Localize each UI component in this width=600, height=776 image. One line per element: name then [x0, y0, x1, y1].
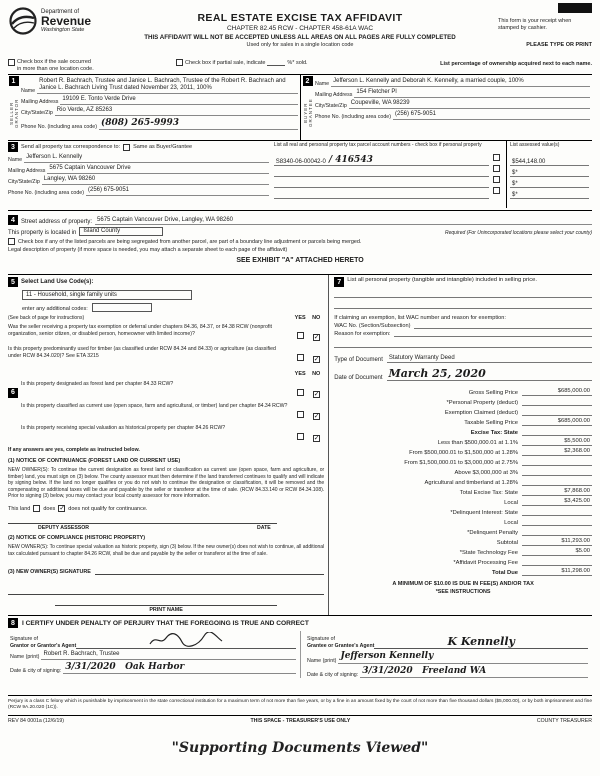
yes-header: YES [294, 315, 306, 322]
form-number: REV 84 0001a (12/6/19) [8, 717, 64, 724]
seller-section [8, 75, 300, 140]
buyer-name-field[interactable]: Jefferson L. Kennelly and Deborah K. Kennelly, a married couple, 100% [331, 78, 590, 87]
tax-label: From $1,500,000.01 to $3,000,000 at 2.75% [404, 460, 518, 467]
yes-header-2: YES [294, 371, 306, 378]
located-in-label: This property is located in [8, 230, 77, 237]
top-options [8, 56, 592, 75]
does-not-qualify-checkbox[interactable]: ✓ [59, 505, 66, 513]
no-header: NO [312, 315, 321, 322]
tax-label: Above $3,000,000 at 3% [454, 470, 518, 477]
legal-description-label: Legal description of property (if more space is needed, you may attach a separate sheet to each page of the affidavit) [8, 247, 288, 254]
same-as-buyer-checkbox[interactable] [123, 144, 130, 151]
gross-selling-price-field[interactable]: $685,000.00 [522, 388, 592, 396]
agricultural-tax-field[interactable] [522, 484, 592, 486]
treasurer-space-label: THIS SPACE - TREASURER'S USE ONLY [250, 717, 351, 724]
notice-compliance-body: NEW OWNER(S): To continue special valuation as historic property, sign (3) below. If the new owner(s) does not wish to continue, all additional tax calculated pursuant to chapter 84.26 RCW, shall be due and payable by the seller or transferor at the time of sale. [8, 544, 325, 557]
total-excise-state-field[interactable]: $7,868.00 [522, 488, 592, 496]
seller-address-field[interactable]: 19109 E. Tonto Verde Drive [60, 96, 298, 105]
date-of-document-field[interactable]: March 25, 2020 [387, 367, 592, 381]
perjury-note: Perjury is a class C felony which is punishable by imprisonment in the state correctional institution for a maximum term of not more than five years, or by a fine in an amount fixed by the court of not more than five thousand dollars ($5,000.00), or by both imprisonment and fine (RCW 9A.20.020 (1C)). [8, 699, 592, 711]
grantee-date-field[interactable] [360, 666, 588, 678]
section-number-6: 6 [8, 388, 18, 398]
forest-yes-checkbox[interactable] [297, 389, 304, 396]
deputy-assessor-signature-line[interactable] [8, 512, 277, 524]
personal-property-line-2[interactable] [334, 298, 592, 309]
wac-number-label: WAC No. (Section/Subsection) [334, 323, 411, 330]
supporting-documents-stamp: "Supporting Documents Viewed" [171, 739, 429, 756]
new-owner-signature-line-1[interactable] [95, 565, 324, 575]
header [8, 4, 592, 56]
county-treasurer-label: COUNTY TREASURER [536, 717, 592, 724]
multi-location-label [17, 59, 94, 72]
single-location-note: Used only for sales in a single location code [246, 42, 354, 48]
tax-label: Total Excise Tax: State [459, 490, 518, 497]
assessed-value-field-2[interactable]: $* [510, 166, 589, 177]
revenue-logo-icon [8, 6, 38, 36]
parcel-number-1-handwritten: / 416543 [328, 155, 373, 166]
corr-citystatezip-field[interactable]: Langley, WA 98260 [42, 176, 269, 185]
grantee-signature-block [300, 631, 592, 678]
grantee-sig-label-line1: Signature of [307, 636, 335, 643]
dept-line2: Revenue [41, 13, 92, 28]
county-select[interactable]: Island County [79, 227, 163, 236]
section-number-5: 5 [8, 277, 18, 287]
type-of-document-field[interactable]: Statutory Warranty Deed [387, 355, 592, 363]
grantee-date-label: Date & city of signing: [307, 671, 359, 678]
tax-label: Agricultural and timberland at 1.28% [424, 480, 518, 487]
dept-line3: Washington State [41, 26, 85, 33]
state-technology-fee-field[interactable]: $5.00 [522, 548, 592, 556]
grantor-sig-label-line2: Grantor or Grantor's Agent [10, 642, 77, 649]
correspondence-section [8, 141, 592, 211]
seller-side-label: SELLER GRANTOR [8, 98, 19, 128]
buyer-side-label: BUYER GRANTEE [302, 98, 313, 128]
buyer-name-label: Name [315, 81, 330, 88]
print-name-label: PRINT NAME [55, 605, 276, 613]
parcel-number-field-2[interactable] [274, 176, 489, 177]
tax-label: *Personal Property (deduct) [446, 400, 518, 407]
does-label: does [43, 505, 56, 512]
tax-label: Gross Selling Price [468, 390, 518, 397]
land-use-label: Select Land Use Code(s): [21, 279, 94, 286]
chapter-line: CHAPTER 82.45 RCW - CHAPTER 458-61A WAC [226, 25, 374, 32]
section-number-8: 8 [8, 618, 18, 628]
reason-exemption-field[interactable] [394, 335, 592, 337]
tier3-tax-field[interactable] [522, 464, 592, 466]
current-use-yes-checkbox[interactable] [297, 411, 304, 418]
delinquent-penalty-field[interactable] [522, 534, 592, 536]
personal-property-checkbox-4[interactable] [493, 187, 500, 194]
tax-label: Local [504, 520, 518, 527]
subtotal-field[interactable]: $11,293.00 [522, 538, 592, 546]
timber-question: Is this property predominantly used for timber (as classified under RCW 84.34 and 84.33) or agriculture (as classified under RCW 84.34.020)? See ETA 3215 [8, 346, 276, 359]
tier1-tax-field[interactable]: $5,500.00 [522, 438, 592, 446]
parcel-number-field-4[interactable] [274, 198, 489, 199]
dept-name [41, 9, 91, 34]
forest-land-question: Is this property designated as forest land per chapter 84.33 RCW? [21, 381, 174, 388]
personal-property-header: List all personal property (tangible and intangible) included in selling price. [347, 277, 537, 284]
partial-sale-checkbox[interactable] [176, 59, 183, 66]
main-columns [8, 275, 592, 616]
delinquent-interest-local-field[interactable] [522, 524, 592, 526]
section-number-2: 2 [303, 76, 313, 86]
timber-yes-checkbox[interactable] [297, 354, 304, 361]
buyer-section [300, 75, 592, 140]
type-of-document-label: Type of Document [334, 357, 383, 364]
tax-label: Excise Tax: State [470, 430, 518, 437]
additional-codes-field[interactable] [92, 303, 152, 312]
parcel-row [274, 177, 503, 188]
does-not-label: does not qualify for continuance. [68, 505, 148, 512]
deputy-assessor-label: DEPUTY ASSESSOR [38, 525, 90, 532]
form-title: REAL ESTATE EXCISE TAX AFFIDAVIT [197, 12, 403, 24]
grantor-signature-field[interactable] [76, 631, 296, 649]
grantee-signature-value: K Kennelly [447, 635, 515, 649]
parcel-row [274, 166, 503, 177]
tax-label: Less than $500,000.01 at 1.1% [437, 440, 518, 447]
excise-tax-state-field[interactable] [522, 434, 592, 436]
buyer-citystatezip-label: City/State/Zip [315, 102, 347, 109]
tax-label: Total Due [492, 570, 518, 577]
certification-header: I CERTIFY UNDER PENALTY OF PERJURY THAT THE FOREGOING IS TRUE AND CORRECT [22, 619, 309, 627]
grantee-sig-label-line2: Grantee or Grantee's Agent [307, 642, 375, 649]
buyer-address-label: Mailing Address [315, 91, 353, 98]
no-header-2: NO [312, 371, 321, 378]
section-number-3: 3 [8, 142, 18, 152]
tax-label: *Delinquent Penalty [467, 530, 518, 537]
corr-phone-field[interactable]: (256) 675-9051 [86, 187, 269, 196]
exemption-claimed-field[interactable] [522, 414, 592, 416]
send-correspondence-label: Send all property tax correspondence to: [21, 144, 121, 151]
tax-label: From $500,000.01 to $1,500,000 at 1.28% [409, 450, 518, 457]
historic-no-checkbox[interactable]: ✓ [313, 435, 320, 443]
minimum-due-note: A MINIMUM OF $10.00 IS DUE IN FEE(S) AND/OR TAX [392, 581, 534, 588]
reason-exemption-label: Reason for exemption: [334, 331, 391, 338]
additional-codes-label: enter any additional codes: [22, 306, 88, 313]
segregated-checkbox[interactable] [8, 238, 15, 245]
current-use-question: Is this property classified as current use (open space, farm and agricultural, or timber) land per chapter 84.34 RCW? [21, 403, 288, 410]
corr-phone-label: Phone No. (including area code) [8, 189, 84, 196]
assessed-value-field-4[interactable]: $* [510, 188, 589, 199]
exemption-no-checkbox[interactable]: ✓ [313, 334, 320, 342]
grantee-signature-label [307, 636, 374, 649]
warning-line: THIS AFFIDAVIT WILL NOT BE ACCEPTED UNLESS ALL AREAS ON ALL PAGES ARE FULLY COMPLETED [144, 34, 456, 41]
tax-label: *Delinquent Interest: State [450, 510, 518, 517]
current-use-no-checkbox[interactable]: ✓ [313, 413, 320, 421]
tax-label: Exemption Claimed (deduct) [444, 410, 518, 417]
seller-name-field[interactable]: Robert R. Bachrach, Trustee and Janice L. Bachrach, Trustee of the Robert R. Bachrach and Janice L. Bachrach Living Trust dated November 23, 2011, 100% [37, 78, 298, 94]
grantor-date-value: 3/31/2020 [65, 662, 116, 673]
forest-no-checkbox[interactable]: ✓ [313, 391, 320, 399]
grantor-name-label: Name (print) [10, 654, 40, 661]
dept-line1: Department of [41, 8, 80, 15]
parcel-number-field-3[interactable] [274, 187, 489, 188]
buyer-phone-field[interactable]: (256) 675-9051 [393, 111, 590, 120]
parcel-row [274, 155, 503, 166]
multi-location-label-line2: in more than one location code. [17, 65, 94, 72]
buyer-phone-label: Phone No. (including area code) [315, 113, 391, 120]
segregated-label: Check box if any of the listed parcels are being segregated from another parcel, are part of a boundary line adjustment or parcels being merged. [18, 239, 362, 246]
grantee-name-field[interactable]: Jefferson Kennelly [338, 651, 588, 663]
wac-number-field[interactable] [414, 327, 592, 329]
partial-sale-label-pre: Check box if partial sale, indicate [185, 60, 266, 66]
parcel-number-1: S8340-06-00042-0 [275, 159, 326, 166]
total-due-field[interactable]: $11,298.00 [522, 568, 592, 576]
tax-label: *Affidavit Processing Fee [453, 560, 518, 567]
street-address-label: Street address of property: [21, 219, 93, 226]
multi-location-label-line1: Check box if the sale occurred [17, 59, 91, 65]
footer-row [8, 715, 592, 724]
tax-label: Taxable Selling Price [464, 420, 518, 427]
assessed-values-header: List assessed value(s) [510, 142, 560, 149]
seller-citystatezip-label: City/State/Zip [21, 109, 53, 116]
grantee-name-label: Name (print) [307, 657, 337, 664]
parties-section [8, 75, 592, 141]
section-number-1: 1 [9, 76, 19, 86]
notice-continuance-title: (1) NOTICE OF CONTINUANCE (FOREST LAND OR CURRENT USE) [8, 458, 181, 465]
historic-yes-checkbox[interactable] [297, 433, 304, 440]
same-as-buyer-label: Same as Buyer/Grantee [133, 144, 193, 151]
date-of-document-label: Date of Document [334, 375, 383, 382]
personal-property-line-1[interactable] [334, 287, 592, 298]
does-qualify-checkbox[interactable] [33, 505, 40, 512]
seller-phone-label: Phone No. (including area code) [21, 124, 97, 131]
county-required-note: Required (For Unincorporated locations please select your county) [444, 230, 592, 237]
tier4-tax-field[interactable] [522, 474, 592, 476]
affidavit-processing-fee-field[interactable] [522, 564, 592, 566]
section-number-7: 7 [334, 277, 344, 287]
personal-property-deduct-field[interactable] [522, 404, 592, 406]
seller-phone-field[interactable]: (808) 265-9993 [99, 118, 298, 130]
exemption-question: Was the seller receiving a property tax exemption or deferral under chapters 84.36, 84.37, or 84.38 RCW (nonprofit organization, senior citizen, or disabled person, homeowner with limited income)? [8, 324, 272, 337]
parcel-number-field-1[interactable] [274, 156, 489, 166]
see-back-note: (See back of page for instructions) [8, 315, 85, 322]
historic-question: Is this property receiving special valuation as historical property per chapter 84.26 RCW? [21, 425, 226, 432]
corr-name-field[interactable]: Jefferson L. Kennelly [24, 154, 269, 163]
grantor-signature-block [8, 631, 300, 678]
total-excise-local-field[interactable]: $3,425.00 [522, 498, 592, 506]
assessed-value-field-1[interactable]: $544,148.00 [510, 155, 589, 166]
taxable-selling-price-field[interactable]: $685,000.00 [522, 418, 592, 426]
parcel-row [274, 188, 503, 199]
grantee-signature-field[interactable] [374, 631, 588, 649]
new-owner-signature-title: (3) NEW OWNER(S) SIGNATURE [8, 569, 91, 576]
grantor-date-label: Date & city of signing: [10, 668, 62, 675]
notice-continuance-body: NEW OWNER(S): To continue the current designation as forest land or classification as current use (open space, farm and agriculture, or timber) land, you must sign on (3) below. The county assessor must then determine if the land transferred continues to qualify and will indicate by signing below. If the land no longer qualifies or you do not wish to continue the designation or classification, it will be removed and the compensating or additional taxes will be due and payable by the seller or transferor at the time of sale. (RCW 84.33.140 or RCW 84.34.108). Prior to signing (3) below, you may contact your local county assessor for more information. [8, 467, 325, 500]
this-land-label: This land [8, 505, 31, 512]
property-section [8, 211, 592, 275]
grantor-signature-icon [146, 632, 226, 648]
street-address-field[interactable]: 5675 Captain Vancouver Drive, Langley, WA 98260 [95, 217, 592, 225]
ownership-note: List percentage of ownership acquired next to each name. [440, 61, 592, 67]
grantor-city-value: Oak Harbor [125, 662, 185, 673]
land-use-code-field[interactable]: 11 - Household, single family units [22, 290, 192, 300]
tier2-tax-field[interactable]: $2,368.00 [522, 448, 592, 456]
reason-exemption-line-2[interactable] [334, 337, 592, 348]
buyer-citystatezip-field[interactable]: Coupeville, WA 98239 [349, 100, 590, 109]
grantor-date-field[interactable] [63, 662, 296, 674]
deputy-date-label: DATE [257, 525, 271, 532]
corr-name-label: Name [8, 157, 23, 164]
grantor-sig-label-line1: Signature of [10, 636, 38, 643]
timber-no-checkbox[interactable]: ✓ [313, 356, 320, 364]
seller-name-label: Name [21, 87, 36, 94]
tax-label: *State Technology Fee [459, 550, 518, 557]
grantee-date-value: 3/31/2020 [362, 665, 413, 676]
seller-address-label: Mailing Address [21, 98, 59, 105]
multi-location-checkbox[interactable] [8, 59, 15, 66]
section-number-4: 4 [8, 215, 18, 225]
legal-description-value[interactable]: SEE EXHIBIT "A" ATTACHED HERETO [236, 257, 364, 265]
exemption-yes-checkbox[interactable] [297, 332, 304, 339]
if-yes-note: If any answers are yes, complete as instructed below. [8, 447, 140, 454]
grantee-city-value: Freeland WA [422, 665, 487, 676]
type-or-print-note: PLEASE TYPE OR PRINT [526, 42, 592, 48]
buyer-address-field[interactable]: 154 Fletcher Pl [354, 89, 590, 98]
tax-label: Subtotal [496, 540, 518, 547]
dor-logo [8, 6, 158, 36]
grantor-name-field[interactable]: Robert R. Bachrach, Trustee [41, 651, 296, 660]
delinquent-interest-state-field[interactable] [522, 514, 592, 516]
partial-sale-percent-field[interactable] [267, 60, 285, 66]
assessed-value-field-3[interactable]: $* [510, 177, 589, 188]
partial-sale-label-post: %* sold. [287, 60, 308, 66]
receipt-note: This form is your receipt when stamped by cashier. [498, 18, 572, 31]
corr-citystatezip-label: City/State/Zip [8, 178, 40, 185]
corr-address-field[interactable]: 5675 Captain Vancouver Drive [47, 165, 268, 174]
see-instructions-note: *SEE INSTRUCTIONS [435, 589, 491, 596]
certification-section [8, 616, 592, 696]
corr-address-label: Mailing Address [8, 167, 46, 174]
new-owner-signature-line-2[interactable] [8, 585, 324, 595]
tax-label: Local [504, 500, 518, 507]
parcel-list-header: List all real and personal property tax parcel account numbers - check box if personal property [273, 142, 482, 149]
seller-citystatezip-field[interactable]: Rio Verde, AZ 85263 [55, 107, 298, 116]
wac-intro: If claiming an exemption, list WAC number and reason for exemption: [334, 315, 506, 322]
tax-computation-table [334, 386, 592, 576]
notice-compliance-title: (2) NOTICE OF COMPLIANCE (HISTORIC PROPERTY) [8, 535, 146, 542]
grantor-signature-label [10, 636, 76, 649]
